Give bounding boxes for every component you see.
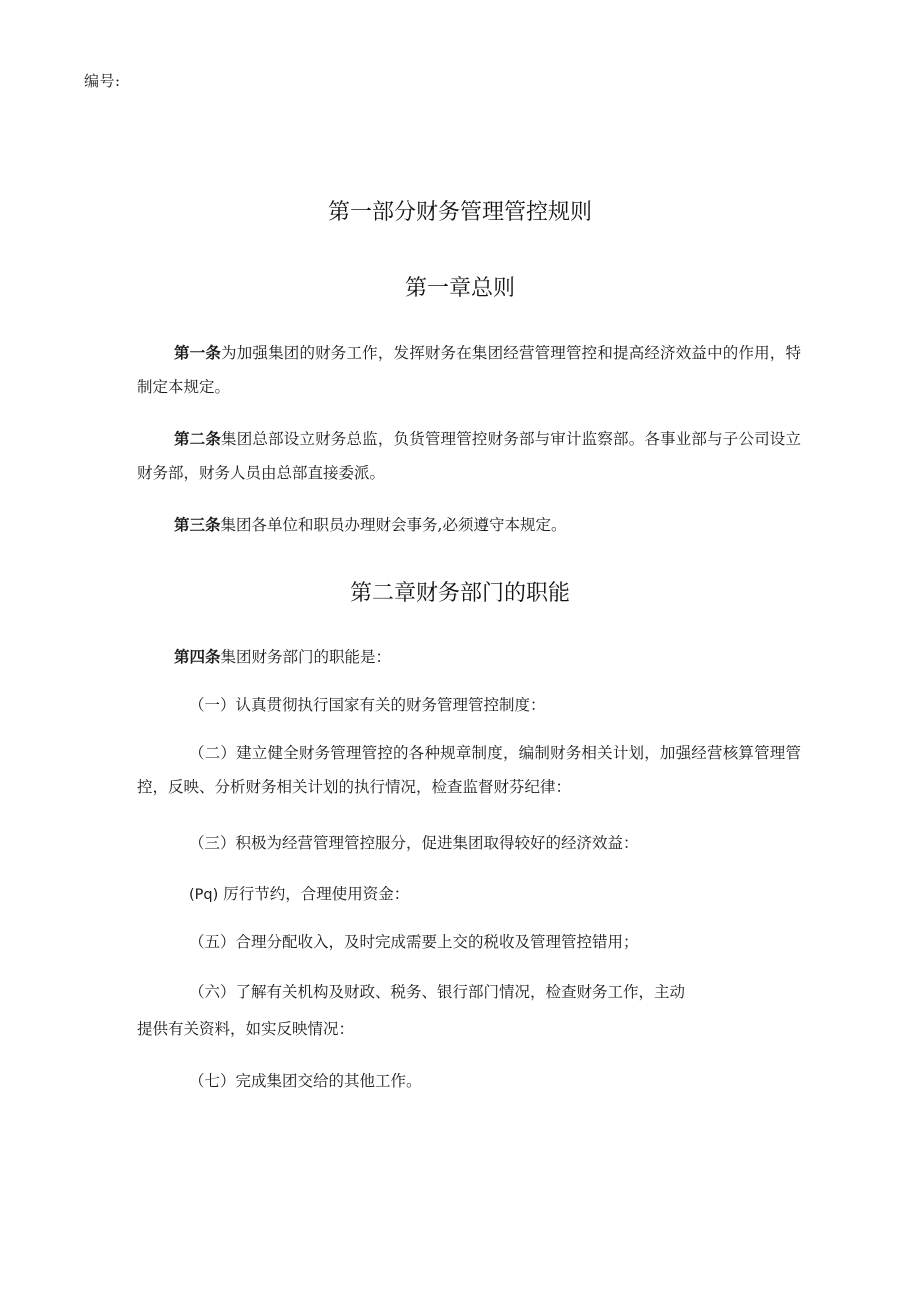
article-2 bbox=[137, 422, 801, 490]
article-1-label: 第一条 bbox=[174, 343, 222, 362]
article-3 bbox=[137, 508, 801, 542]
list-item-6-line-1: （六）了解有关机构及财政、税务、银行部门情况，检查财务工作，主动 bbox=[189, 983, 686, 1001]
list-item-5: （五）合理分配收入，及时完成需要上交的税收及管理管控错用； bbox=[189, 933, 639, 951]
list-item-7: （七）完成集团交给的其他工作。 bbox=[189, 1072, 422, 1090]
list-item-4-text: 厉行节约，合理使用资金： bbox=[218, 885, 410, 903]
article-1-text: 为加强集团的财务工作，发挥财务在集团经营管理管控和提高经济效益中的作用，特制定本规定。 bbox=[137, 344, 801, 396]
article-4-label: 第四条 bbox=[174, 647, 221, 666]
list-item-1: （一）认真贯彻执行国家有关的财务管理管控制度： bbox=[189, 696, 546, 714]
list-item-4-prefix: (Pq) bbox=[189, 887, 219, 903]
article-2-label: 第二条 bbox=[174, 429, 222, 448]
chapter-2-title: 第二章财务部门的职能 bbox=[349, 581, 570, 606]
article-4-text: 集团财务部门的职能是： bbox=[220, 648, 392, 666]
article-4 bbox=[174, 640, 794, 674]
part-title: 第一部分财务管理管控规则 bbox=[327, 200, 592, 225]
list-item-3: （三）积极为经营管理管控服分，促进集团取得较好的经济效益： bbox=[189, 834, 639, 852]
article-3-label: 第三条 bbox=[174, 515, 221, 534]
article-2-text: 集团总部设立财务总监，负货管理管控财务部与审计监察部。各事业部与子公司设立财务部，财务人员由总部直接委派。 bbox=[137, 430, 801, 482]
chapter-1-title: 第一章总则 bbox=[404, 276, 515, 301]
list-item-4 bbox=[137, 877, 801, 912]
article-1 bbox=[137, 336, 801, 404]
document-number-label: 编号: bbox=[84, 72, 121, 90]
article-3-text: 集团各单位和职员办理财会事务,必须遵守本规定。 bbox=[220, 516, 567, 534]
list-item-6-line-2: 提供有关资料，如实反映情况： bbox=[137, 1020, 355, 1038]
list-item-2: （二）建立健全财务管理管控的各种规章制度，编制财务相关计划，加强经营核算管理管控，反映、分析财务相关计划的执行情况，检查监督财芬纪律： bbox=[137, 744, 801, 796]
